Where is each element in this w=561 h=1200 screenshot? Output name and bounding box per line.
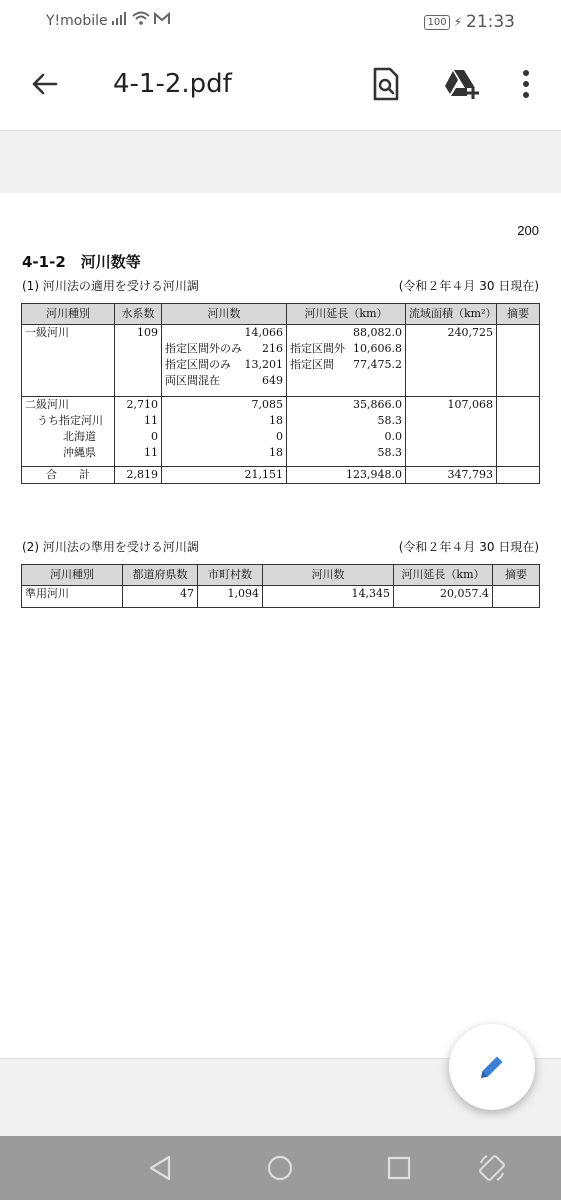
header-cell: 河川数 [263, 565, 394, 586]
header-cell: 摘要 [497, 304, 540, 325]
row-label: 北海道 [63, 430, 96, 443]
cell-value: 20,057.4 [394, 586, 493, 608]
river-table-2 [21, 564, 540, 608]
area-cell: 107,068 [406, 397, 497, 467]
header-cell: 河川延長（km） [394, 565, 493, 586]
carrier-name: Y!mobile [46, 13, 108, 29]
sub-value: 13,201 [244, 358, 283, 371]
header-cell: 流域面積（km²） [406, 304, 497, 325]
row-label: うち指定河川 [37, 414, 103, 427]
page-number: 200 [517, 223, 539, 238]
nav-back-button[interactable] [142, 1150, 178, 1186]
cell-value: 2,819 [115, 467, 162, 484]
back-button[interactable] [26, 66, 62, 102]
cell-value: 0 [151, 430, 158, 443]
pencil-icon [477, 1052, 507, 1082]
cell-value: 14,345 [263, 586, 394, 608]
rivers-total: 14,066 [244, 326, 283, 339]
gmail-icon [154, 12, 170, 25]
header-cell: 水系数 [115, 304, 162, 325]
square-recents-icon [387, 1156, 411, 1180]
wifi-icon [132, 11, 150, 25]
table-header-row [22, 304, 540, 325]
status-bar [0, 0, 561, 44]
document-title: 4-1-2.pdf [113, 69, 232, 99]
systems-cell: 109 [115, 325, 162, 397]
row-label: 一級河川 [22, 325, 115, 397]
table-row [22, 325, 540, 397]
row-label: 沖縄県 [63, 446, 96, 459]
row-label: 合 計 [22, 467, 115, 484]
table-row [22, 397, 540, 467]
clock: 21:33 [466, 12, 515, 32]
app-bar [0, 44, 561, 131]
row-label-group [22, 397, 115, 467]
header-cell: 都道府県数 [123, 565, 198, 586]
rivers-cell [162, 325, 287, 397]
cell-value: 18 [269, 414, 283, 427]
header-cell: 市町村数 [198, 565, 263, 586]
cell-value: 35,866.0 [353, 398, 402, 411]
note-cell [497, 397, 540, 467]
sub-label: 両区間混在 [165, 374, 220, 387]
table1-as-of: (令和２年４月 30 日現在) [398, 279, 539, 293]
nav-home-button[interactable] [262, 1150, 298, 1186]
sub-label: 指定区間のみ [165, 358, 231, 371]
sub-label: 指定区間外 [290, 342, 345, 355]
table2-as-of: (令和２年４月 30 日現在) [398, 540, 539, 554]
more-options-button[interactable] [506, 64, 546, 104]
cell-value: 1,094 [198, 586, 263, 608]
find-in-document-button[interactable] [366, 64, 406, 104]
note-cell [497, 467, 540, 484]
header-cell: 河川種別 [22, 304, 115, 325]
more-vert-icon [522, 69, 530, 99]
find-in-document-icon [372, 67, 400, 101]
sub-label: 指定区間 [290, 358, 334, 371]
sub-value: 10,606.8 [353, 342, 402, 355]
header-cell: 河川延長（km） [287, 304, 406, 325]
table2-title: (2) 河川法の準用を受ける河川調 [22, 540, 199, 554]
battery-time [424, 12, 515, 32]
table-row [22, 586, 540, 608]
rotate-screen-button[interactable] [474, 1150, 510, 1186]
cell-value: 2,710 [126, 398, 158, 411]
sub-value: 216 [262, 342, 283, 355]
systems-cell [115, 397, 162, 467]
length-cell [287, 325, 406, 397]
length-cell [287, 397, 406, 467]
pdf-page [0, 193, 561, 1059]
cell-value: 0 [276, 430, 283, 443]
charging-icon: ⚡ [453, 15, 462, 29]
header-cell: 河川種別 [22, 565, 123, 586]
cell-value: 11 [144, 414, 158, 427]
triangle-back-icon [148, 1155, 172, 1181]
cell-value: 58.3 [377, 414, 402, 427]
battery-icon: 100 [424, 15, 449, 30]
status-icons [112, 11, 170, 25]
cell-value: 21,151 [162, 467, 287, 484]
signal-icon [112, 11, 128, 25]
note-cell [497, 325, 540, 397]
add-to-drive-icon [443, 68, 479, 100]
table-total-row [22, 467, 540, 484]
viewer-background [0, 131, 561, 193]
row-label: 二級河川 [25, 398, 69, 411]
cell-value: 0.0 [384, 430, 402, 443]
nav-recents-button[interactable] [381, 1150, 417, 1186]
row-label: 準用河川 [22, 586, 123, 608]
header-cell: 河川数 [162, 304, 287, 325]
sub-label: 指定区間外のみ [165, 342, 242, 355]
river-table-1 [21, 303, 540, 484]
edit-fab-button[interactable] [449, 1024, 535, 1110]
rotate-icon [476, 1152, 508, 1184]
cell-value: 18 [269, 446, 283, 459]
section-title: 4-1-2 河川数等 [22, 253, 141, 271]
cell-value: 47 [123, 586, 198, 608]
table-header-row [22, 565, 540, 586]
cell-value: 347,793 [406, 467, 497, 484]
sub-value: 649 [262, 374, 283, 387]
circle-home-icon [267, 1155, 293, 1181]
length-total: 88,082.0 [353, 326, 402, 339]
system-navigation-bar [0, 1136, 561, 1200]
cell-value: 11 [144, 446, 158, 459]
rivers-cell [162, 397, 287, 467]
cell-value: 123,948.0 [287, 467, 406, 484]
header-cell: 摘要 [493, 565, 540, 586]
note-cell [493, 586, 540, 608]
sub-value: 77,475.2 [353, 358, 402, 371]
add-to-drive-button[interactable] [441, 64, 481, 104]
arrow-left-icon [30, 72, 58, 96]
area-cell: 240,725 [406, 325, 497, 397]
table1-title: (1) 河川法の適用を受ける河川調 [22, 279, 199, 293]
cell-value: 7,085 [251, 398, 283, 411]
cell-value: 58.3 [377, 446, 402, 459]
